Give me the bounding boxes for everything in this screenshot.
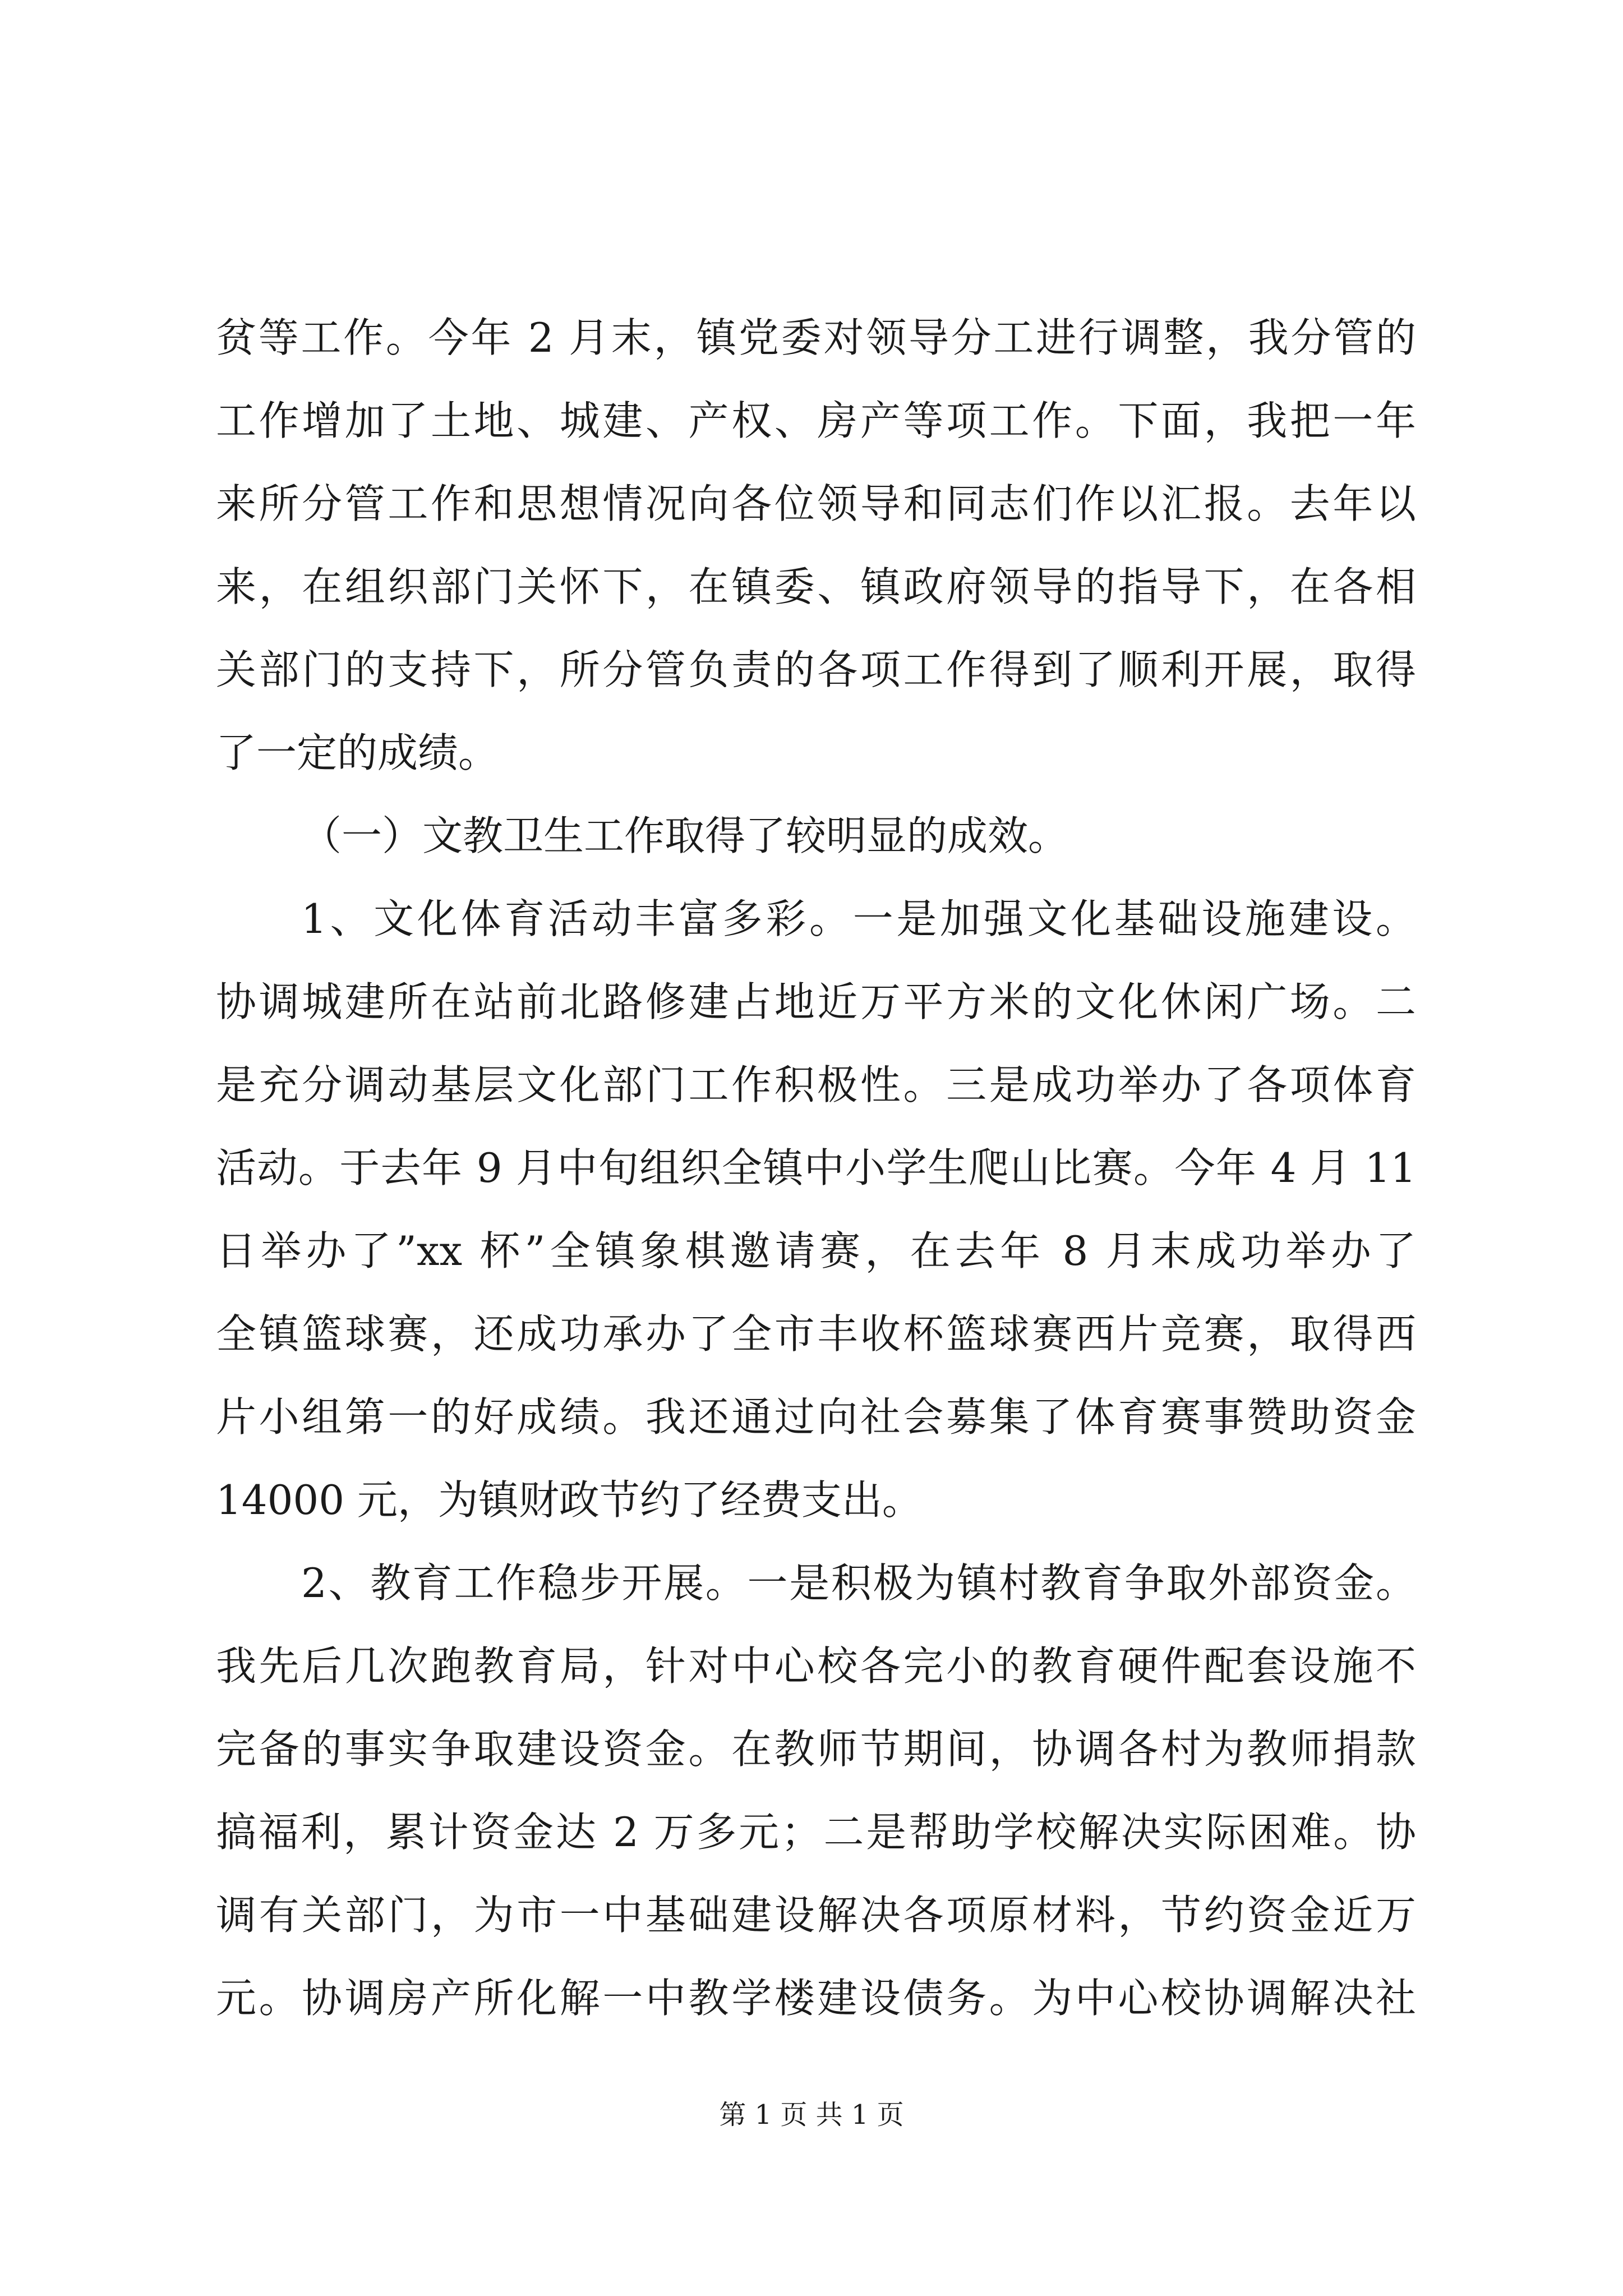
page-footer: 第 1 页 共 1 页: [719, 2099, 904, 2131]
paragraph-line: 1、文化体育活动丰富多彩。一是加强文化基础设施建设。: [301, 895, 1416, 942]
paragraph-line: 全镇篮球赛，还成功承办了全市丰收杯篮球赛西片竞赛，取得西: [216, 1310, 1416, 1358]
paragraph-line: 来，在组织部门关怀下，在镇委、镇政府领导的指导下，在各相: [216, 563, 1416, 610]
paragraph-line: 我先后几次跑教育局，针对中心校各完小的教育硬件配套设施不: [216, 1642, 1416, 1690]
paragraph-line: 工作增加了土地、城建、产权、房产等项工作。下面，我把一年: [216, 397, 1416, 444]
paragraph-line: 片小组第一的好成绩。我还通过向社会募集了体育赛事赞助资金: [216, 1393, 1416, 1441]
paragraph-line: 2、教育工作稳步开展。一是积极为镇村教育争取外部资金。: [301, 1559, 1416, 1607]
paragraph-line: 元。协调房产所化解一中教学楼建设债务。为中心校协调解决社: [216, 1975, 1416, 2022]
paragraph-line: 贫等工作。今年 2 月末，镇党委对领导分工进行调整，我分管的: [216, 314, 1416, 361]
paragraph-line: 关部门的支持下，所分管负责的各项工作得到了顺利开展，取得: [216, 646, 1416, 693]
paragraph-line: 了一定的成绩。: [216, 729, 499, 776]
paragraph-line: 搞福利，累计资金达 2 万多元；二是帮助学校解决实际困难。协: [216, 1809, 1416, 1856]
paragraph-line: 14000 元，为镇财政节约了经费支出。: [216, 1476, 923, 1524]
paragraph-line: 协调城建所在站前北路修建占地近万平方米的文化休闲广场。二: [216, 978, 1416, 1025]
paragraph-line: 日举办了”xx 杯”全镇象棋邀请赛，在去年 8 月末成功举办了: [216, 1227, 1416, 1274]
document-body: [216, 296, 1416, 2040]
paragraph-line: （一）文教卫生工作取得了较明显的成效。: [301, 812, 1069, 859]
paragraph-line: 完备的事实争取建设资金。在教师节期间，协调各村为教师捐款: [216, 1726, 1416, 1773]
paragraph-line: 活动。于去年 9 月中旬组织全镇中小学生爬山比赛。今年 4 月 11: [216, 1144, 1416, 1191]
paragraph-line: 调有关部门，为市一中基础建设解决各项原材料，节约资金近万: [216, 1892, 1416, 1939]
paragraph-line: 来所分管工作和思想情况向各位领导和同志们作以汇报。去年以: [216, 480, 1416, 527]
paragraph-line: 是充分调动基层文化部门工作积极性。三是成功举办了各项体育: [216, 1061, 1416, 1108]
